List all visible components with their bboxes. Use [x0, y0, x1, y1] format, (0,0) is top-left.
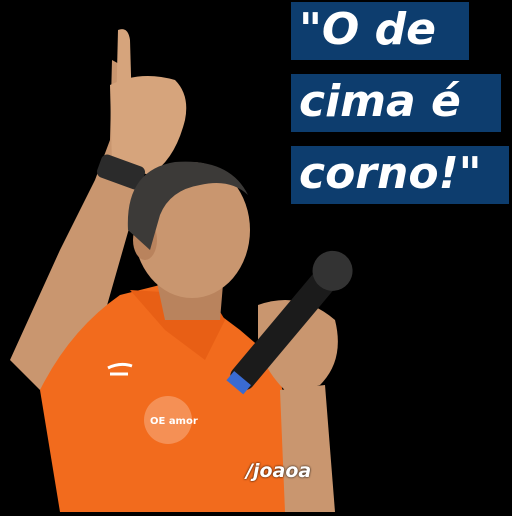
lower-arm: [280, 385, 335, 512]
caption-line-3: corno!": [291, 146, 509, 204]
caption-line-1: "O de: [291, 2, 469, 60]
caption-line-2: cima é: [291, 74, 501, 132]
shirt-logo-text: OE amor: [150, 416, 198, 427]
watermark-handle: /joaoa: [246, 460, 312, 482]
